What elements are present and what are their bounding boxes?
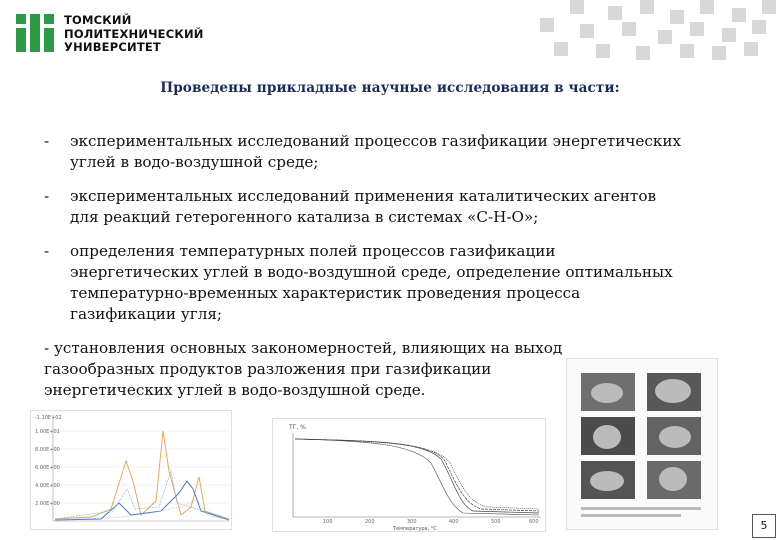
- university-logo: [16, 14, 204, 55]
- last-list-item: - установления основных закономерностей, влияющих на выход газообразных продуктов разложения при газификации энергетических углей в водо-воздушной среде.: [44, 339, 563, 399]
- tg-tick-300: 300: [407, 519, 417, 525]
- tg-tick-200: 200: [365, 519, 375, 525]
- list-item: [44, 131, 684, 173]
- list-item-text: экспериментальных исследований процессов газификации энергетических углей в водо-воздушной среде;: [70, 132, 682, 171]
- tpu-logo-icon: [16, 14, 54, 52]
- logo-line-3: УНИВЕРСИТЕТ: [64, 40, 161, 54]
- svg-text:4.00E+00: 4.00E+00: [35, 483, 60, 489]
- sem-micrographs-image: [566, 358, 718, 530]
- list-item-text: определения температурных полей процессов газификации энергетических углей в водо-воздушной среде, определение оптимальных температурно-временных характеристик проведения процесса газификации угля;: [70, 242, 673, 323]
- svg-text:6.00E+00: 6.00E+00: [35, 465, 60, 471]
- tg-tick-100: 100: [323, 519, 333, 525]
- list-item: [44, 186, 684, 228]
- logo-text: [64, 14, 204, 55]
- list-dash: -: [44, 187, 50, 205]
- research-list: [44, 131, 684, 335]
- svg-text:1.00E+01: 1.00E+01: [35, 429, 60, 435]
- slide-title: Проведены прикладные научные исследования в части:: [160, 80, 620, 96]
- list-dash: -: [44, 242, 50, 260]
- decorative-squares: [540, 0, 780, 60]
- tg-xlabel: Температура, °C: [393, 526, 437, 531]
- list-item-text: экспериментальных исследований применения каталитических агентов для реакций гетерогенного катализа в системах «C-H-O»;: [70, 187, 657, 226]
- logo-line-2: ПОЛИТЕХНИЧЕСКИЙ: [64, 26, 204, 41]
- tg-tick-600: 600: [529, 519, 539, 525]
- page-number: 5: [752, 514, 776, 538]
- logo-line-1: ТОМСКИЙ: [64, 13, 132, 27]
- tg-axis-label: ТГ, %: [289, 424, 306, 431]
- list-item: [44, 241, 684, 325]
- svg-text:2.00E+00: 2.00E+00: [35, 501, 60, 507]
- tg-tick-500: 500: [491, 519, 501, 525]
- spectrum-chart-image: [30, 410, 232, 530]
- tg-tick-400: 400: [449, 519, 459, 525]
- list-dash: -: [44, 132, 50, 150]
- svg-text:-1.10E+02: -1.10E+02: [35, 415, 62, 421]
- thermogravimetric-curves-image: [272, 418, 546, 532]
- svg-text:8.00E+00: 8.00E+00: [35, 447, 60, 453]
